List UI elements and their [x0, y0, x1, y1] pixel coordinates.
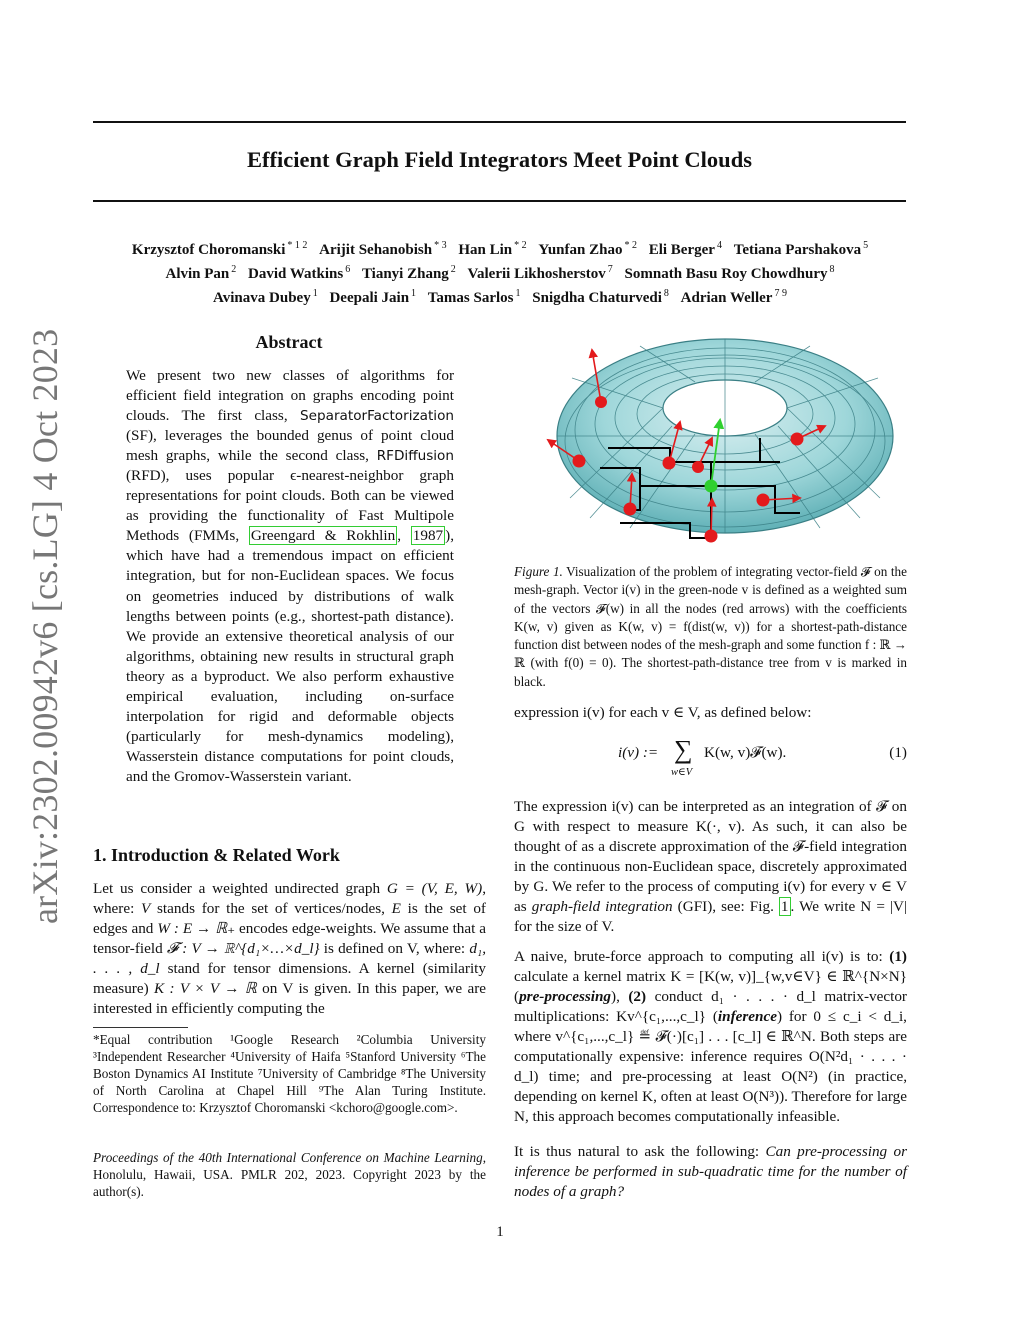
- author: Han Lin $^{* 2}$: [458, 240, 527, 258]
- title-bottom-rule: [93, 200, 906, 202]
- author: Eli Berger $^4$: [648, 240, 722, 258]
- page-number: 1: [496, 1224, 504, 1240]
- arxiv-identifier: arXiv:2302.00942v6 [cs.LG] 4 Oct 2023: [25, 328, 65, 924]
- author-line-2: [80, 260, 920, 284]
- paper-title: Efficient Graph Field Integrators Meet Point Clouds: [247, 147, 752, 172]
- author: Somnath Basu Roy Chowdhury $^8$: [624, 264, 835, 282]
- figure-caption: Figure 1. Visualization of the problem of integrating vector-field 𝓕 on the mesh-graph. Vector i(v) in the green-node v is defined as a weighted sum of the vectors 𝓕(w) in all the nodes (red arrows) with the coefficients K(w, v) given as K(w, v) = f(dist(w, v)) for a shortest-path-distance function dist between nodes of the mesh-graph and some function f : ℝ → ℝ (with f(0) = 0). The shortest-path-distance tree from v is marked in black.: [514, 564, 908, 689]
- equation-1: i(v) := ∑ w∈V K(w, v)𝓕(w). (1): [618, 735, 907, 778]
- author-list: [80, 236, 920, 308]
- footnote-rule: [93, 1027, 188, 1028]
- torus-figure: [540, 338, 910, 550]
- author: Arijit Sehanobish $^{* 3}$: [319, 240, 447, 258]
- author: Tetiana Parshakova $^5$: [733, 240, 869, 258]
- author: Tianyi Zhang $^2$: [361, 264, 456, 282]
- affiliations-footnote: *Equal contribution ¹Google Research ²Columbia University ³Independent Researcher ⁴University of Haifa ⁵Stanford University ⁶The Boston Dynamics AI Institute ⁷University of Cambridge ⁸The University of North Carolina at Chapel Hill ⁹The Alan Turing Institute. Correspondence to: Krzysztof Choromanski <kchoro@google.com>.: [93, 1032, 486, 1115]
- abstract-text: We present two new classes of algorithms for efficient field integration on graphs encoding point clouds. The first class, SeparatorFactorization (SF), leverages the bounded genus of point cloud mesh graphs, while the second class, RFDiffusion (RFD), uses popular ϵ-nearest-neighbor graph representations for point clouds. Both can be viewed as providing the functionality of Fast Multipole Methods (FMMs, Greengard & Rokhlin , 1987 ), which have had a tremendous impact on efficient integration, but for non-Euclidean spaces. We focus on geometries induced by distributions of walk lengths between points (e.g., shortest-path distance). We provide an extensive theoretical analysis of our algorithms, obtaining new results in structural graph theory as a byproduct. We also perform exhaustive empirical evaluation, including on-surface interpolation for rigid and deformable objects (particularly for mesh-dynamics modeling), Wasserstein distance computations for point clouds, and the Gromov-Wasserstein variant.: [126, 367, 454, 785]
- author: Alvin Pan $^2$: [165, 264, 237, 282]
- author: Yunfan Zhao $^{* 2}$: [538, 240, 637, 258]
- citation-year-link[interactable]: 1987: [412, 527, 444, 545]
- author: Krzysztof Choromanski $^{* 1 2}$: [131, 240, 308, 258]
- author: Adrian Weller $^{7 9}$: [680, 288, 787, 306]
- section-heading: 1. Introduction & Related Work: [93, 845, 340, 865]
- author: Valerii Likhosherstov $^7$: [467, 264, 613, 282]
- question-paragraph: It is thus natural to ask the following: Can pre-processing or inference be performed in sub-quadratic time for the number of nodes of a graph?: [514, 1143, 907, 1201]
- author: Tamas Sarlos $^1$: [427, 288, 521, 306]
- expression-line: expression i(v) for each v ∈ V, as defined below:: [514, 704, 812, 721]
- torus-surface: [557, 339, 893, 533]
- top-rule: [93, 121, 906, 123]
- author: Snigdha Chaturvedi $^8$: [532, 288, 669, 306]
- intro-paragraph: Let us consider a weighted undirected graph G = (V, E, W), where: V stands for the set of vertices/nodes, E is the set of edges and W : E → ℝ₊ encodes edge-weights. We assume that a tensor-field 𝓕 : V → ℝ^{d₁×…×d_l} is defined on V, where: d₁, . . . , d_l stand for tensor dimensions. A kernel (similarity measure) K : V × V → ℝ on V is given. In this paper, we are interested in efficiently computing the: [93, 880, 487, 1018]
- proceedings-note: Proceedings of the 40th International Conference on Machine Learning, Honolulu, Hawaii, USA. PMLR 202, 2023. Copyright 2023 by the author(s).: [93, 1150, 486, 1199]
- author: Avinava Dubey $^1$: [213, 288, 318, 306]
- author-line-3: [80, 284, 920, 308]
- author: Deepali Jain $^1$: [329, 288, 417, 306]
- figure-reference-link[interactable]: 1: [780, 898, 789, 916]
- author: David Watkins $^6$: [248, 264, 351, 282]
- brute-force-paragraph: A naive, brute-force approach to computing all i(v) is to: (1) calculate a kernel matrix K = [K(w, v)]_{w,v∈V} ∈ ℝ^{N×N} (pre-processing), (2) conduct d₁ · . . . · d_l matrix-vector multiplications: Kv^{c₁,...,c_l} (inference) for 0 ≤ c_i < d_i, where v^{c₁,...,c_l} ≝ 𝓕(·)[c₁] . . . [c_l] ∈ ℝ^N. Both steps are computationally expensive: inference requires O(N²d₁ · . . . · d_l) time; and pre-processing at least O(N²) (in practice, depending on kernel K, often at least O(N³)). Therefore for large N, this approach becomes computationally infeasible.: [514, 948, 907, 1126]
- citation-link[interactable]: Greengard & Rokhlin: [250, 527, 396, 545]
- gfi-paragraph: The expression i(v) can be interpreted as an integration of 𝓕 on G with respect to measure K(·, v). As such, it can also be thought of as a discrete approximation of the 𝓕-field integration in the continuous non-Euclidean space, discretely approximated by G. We refer to the process of computing i(v) for every v ∈ V as graph-field integration (GFI), see: Fig. 1 . We write N = |V| for the size of V.: [514, 798, 907, 936]
- abstract-heading: Abstract: [255, 332, 323, 352]
- author-line-1: [80, 236, 920, 260]
